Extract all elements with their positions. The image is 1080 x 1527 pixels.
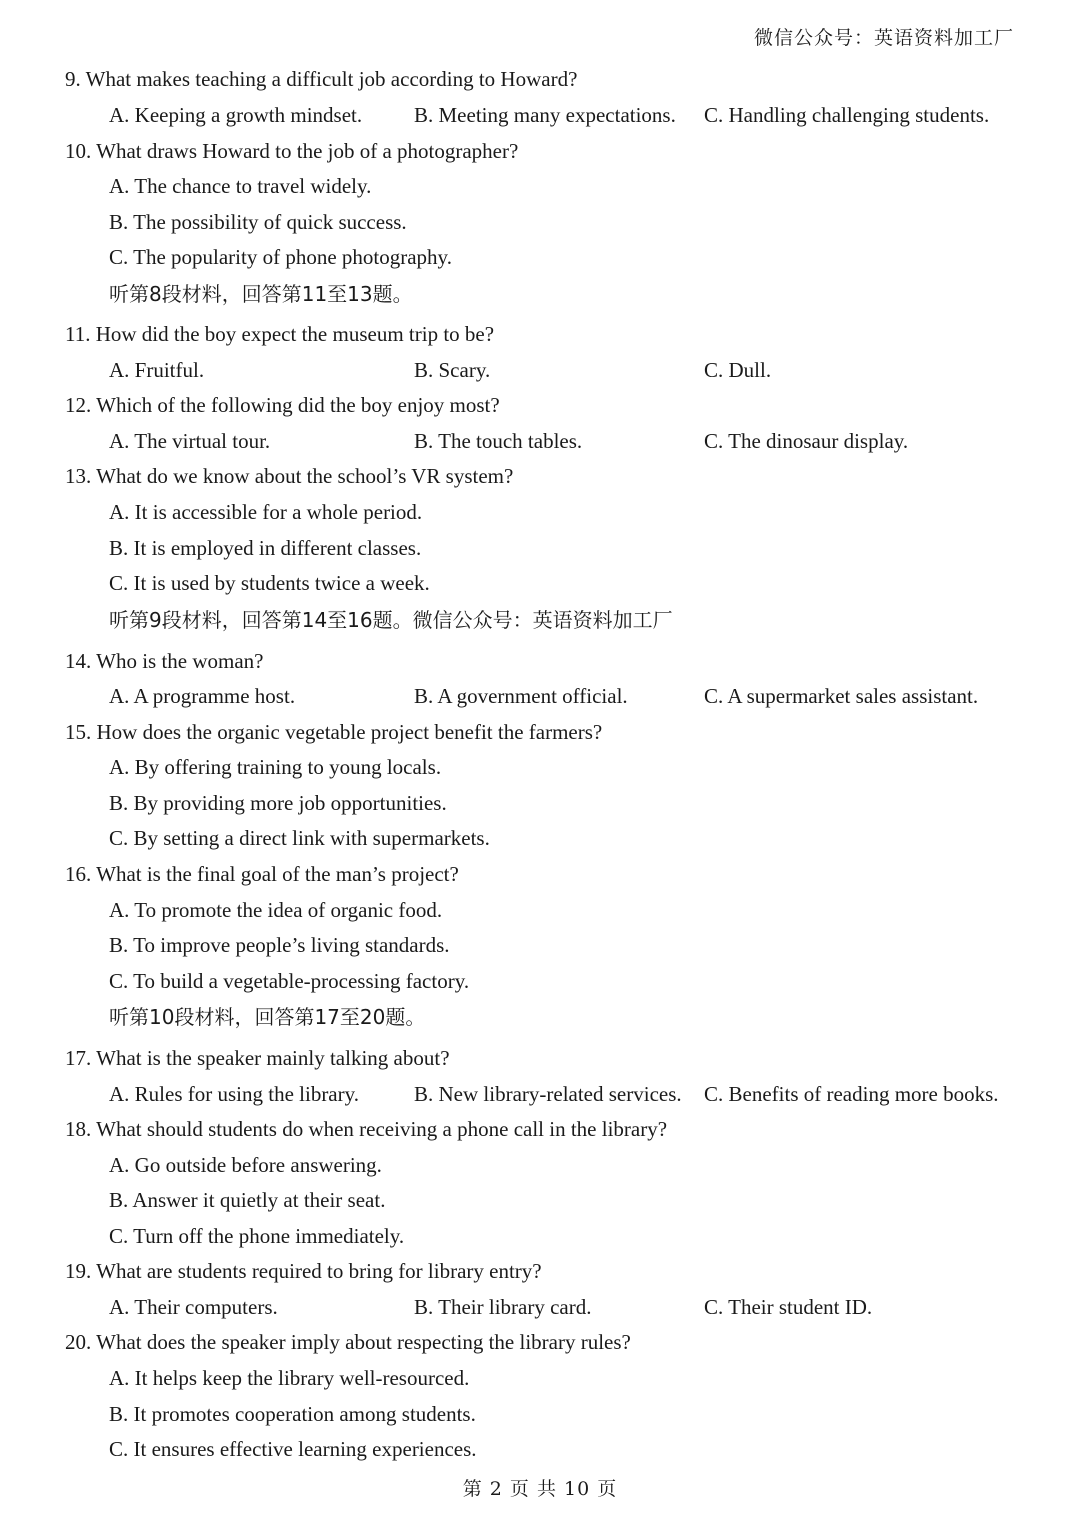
q20-option-a: A. It helps keep the library well-resourced.	[109, 1366, 470, 1390]
q12-option-a: A. The virtual tour.	[109, 429, 271, 453]
q17-option-b: B. New library-related services.	[414, 1082, 682, 1106]
question-14: 14. Who is the woman?	[65, 649, 264, 673]
q16-option-a: A. To promote the idea of organic food.	[109, 898, 443, 922]
q9-option-b: B. Meeting many expectations.	[414, 103, 676, 127]
q18-option-a: A. Go outside before answering.	[109, 1153, 382, 1177]
q14-option-b: B. A government official.	[414, 684, 628, 708]
question-17: 17. What is the speaker mainly talking about?	[65, 1046, 450, 1070]
q16-option-b: B. To improve people’s living standards.	[109, 933, 450, 957]
question-15: 15. How does the organic vegetable project benefit the farmers?	[65, 720, 603, 744]
q12-option-c: C. The dinosaur display.	[704, 429, 909, 453]
q12-option-b: B. The touch tables.	[414, 429, 583, 453]
q11-option-c: C. Dull.	[704, 358, 772, 382]
question-19: 19. What are students required to bring for library entry?	[65, 1259, 542, 1283]
q17-option-a: A. Rules for using the library.	[109, 1082, 360, 1106]
q16-option-c: C. To build a vegetable-processing factory.	[109, 969, 470, 993]
q19-option-c: C. Their student ID.	[704, 1295, 873, 1319]
q19-option-a: A. Their computers.	[109, 1295, 278, 1319]
q15-option-c: C. By setting a direct link with supermarkets.	[109, 826, 490, 850]
q20-option-b: B. It promotes cooperation among students.	[109, 1402, 476, 1426]
q14-option-c: C. A supermarket sales assistant.	[704, 684, 979, 708]
q11-option-b: B. Scary.	[414, 358, 491, 382]
page-number: 第 2 页 共 10 页	[462, 1478, 618, 1500]
q11-option-a: A. Fruitful.	[109, 358, 205, 382]
q18-option-c: C. Turn off the phone immediately.	[109, 1224, 405, 1248]
q10-option-a: A. The chance to travel widely.	[109, 174, 372, 198]
q15-option-a: A. By offering training to young locals.	[109, 755, 442, 779]
question-11: 11. How did the boy expect the museum trip to be?	[65, 322, 495, 346]
q10-option-b: B. The possibility of quick success.	[109, 210, 407, 234]
section-9-instruction: 听第9段材料，回答第14至16题。微信公众号：英语资料加工厂	[109, 608, 673, 632]
question-9: 9. What makes teaching a difficult job according to Howard?	[65, 67, 578, 91]
q17-option-c: C. Benefits of reading more books.	[704, 1082, 999, 1106]
q10-option-c: C. The popularity of phone photography.	[109, 245, 452, 269]
question-16: 16. What is the final goal of the man’s project?	[65, 862, 459, 886]
q15-option-b: B. By providing more job opportunities.	[109, 791, 447, 815]
q14-option-a: A. A programme host.	[109, 684, 296, 708]
q13-option-c: C. It is used by students twice a week.	[109, 571, 430, 595]
question-18: 18. What should students do when receiving a phone call in the library?	[65, 1117, 668, 1141]
section-8-instruction: 听第8段材料，回答第11至13题。	[109, 282, 413, 306]
question-13: 13. What do we know about the school’s VR system?	[65, 464, 514, 488]
question-20: 20. What does the speaker imply about respecting the library rules?	[65, 1330, 631, 1354]
q9-option-a: A. Keeping a growth mindset.	[109, 103, 363, 127]
section-10-instruction: 听第10段材料，回答第17至20题。	[109, 1005, 426, 1029]
q19-option-b: B. Their library card.	[414, 1295, 592, 1319]
q13-option-b: B. It is employed in different classes.	[109, 536, 422, 560]
header-note: 微信公众号：英语资料加工厂	[753, 27, 1014, 49]
q9-option-c: C. Handling challenging students.	[704, 103, 990, 127]
q20-option-c: C. It ensures effective learning experiences.	[109, 1437, 477, 1461]
q18-option-b: B. Answer it quietly at their seat.	[109, 1188, 386, 1212]
question-12: 12. Which of the following did the boy enjoy most?	[65, 393, 500, 417]
question-10: 10. What draws Howard to the job of a photographer?	[65, 139, 519, 163]
q13-option-a: A. It is accessible for a whole period.	[109, 500, 423, 524]
